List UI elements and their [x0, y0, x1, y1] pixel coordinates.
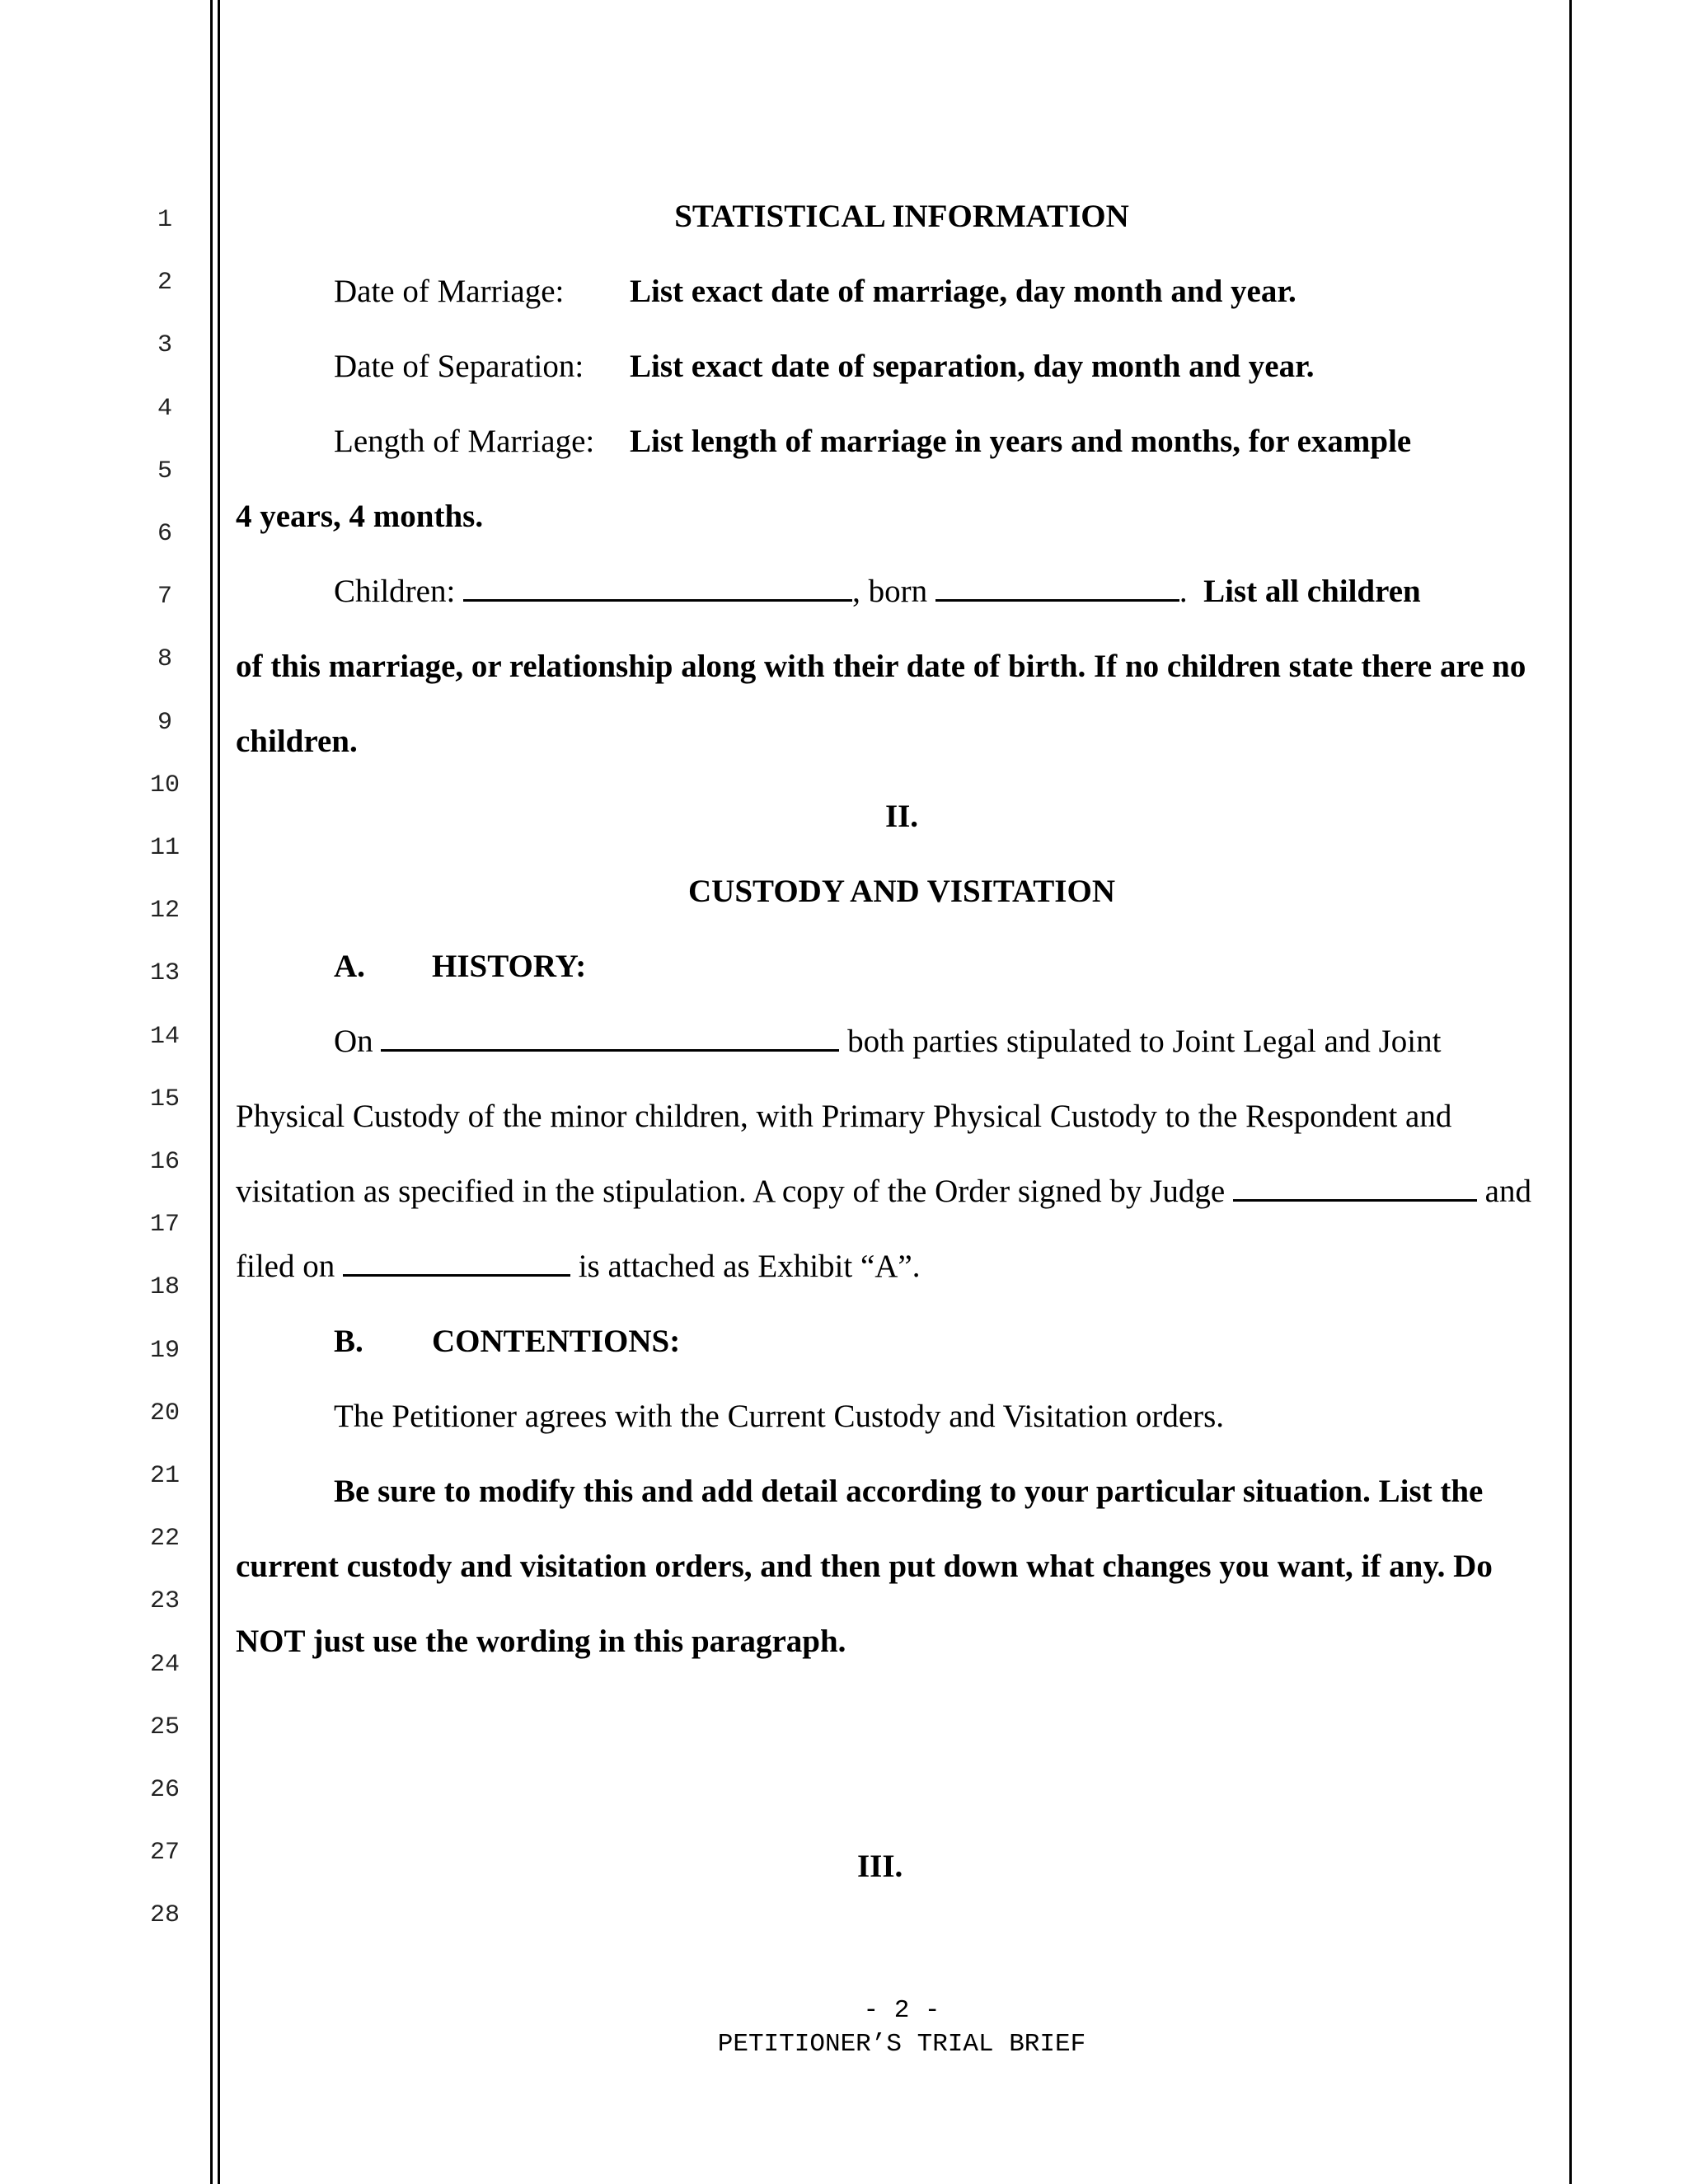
section-iii-number: III.: [857, 1849, 903, 1884]
marriage-date-instruction: List exact date of marriage, day month and year.: [630, 274, 1296, 309]
history-and-text: and: [1484, 1174, 1531, 1209]
line-number: 14: [149, 1022, 180, 1051]
left-margin-rule-inner: [218, 0, 220, 2184]
filed-date-blank[interactable]: [343, 1246, 570, 1277]
line-number: 22: [149, 1525, 180, 1554]
marriage-length-instruction: List length of marriage in years and months, for example: [630, 424, 1412, 459]
stipulation-date-blank[interactable]: [381, 1021, 839, 1052]
separation-date-label: Date of Separation:: [334, 349, 584, 384]
right-margin-rule: [1569, 0, 1572, 2184]
instruction-line-1: Be sure to modify this and add detail according to your particular situation. List the: [334, 1474, 1484, 1509]
subsection-b-title: CONTENTIONS:: [432, 1324, 681, 1359]
children-period: .: [1179, 574, 1188, 609]
history-on-text: On: [334, 1024, 373, 1059]
contentions-text: The Petitioner agrees with the Current Custody and Visitation orders.: [334, 1399, 1225, 1434]
line-number: 7: [157, 583, 172, 612]
line-number: 15: [149, 1085, 180, 1113]
history-filed-on-text: filed on: [236, 1249, 335, 1284]
separation-date-instruction: List exact date of separation, day month and year.: [630, 349, 1315, 384]
section-ii-number: II.: [884, 799, 919, 834]
footer-page-number: - 2 -: [863, 1996, 940, 2025]
line-number: 5: [157, 457, 172, 485]
line-number: 8: [157, 645, 172, 674]
history-line-2: Physical Custody of the minor children, with Primary Physical Custody to the Respondent and: [236, 1099, 1452, 1134]
line-number: 2: [157, 269, 172, 298]
subsection-a-letter: A.: [334, 949, 365, 984]
line-number: 3: [157, 331, 172, 360]
line-number: 28: [149, 1901, 180, 1930]
line-number: 20: [149, 1399, 180, 1427]
line-number: 27: [149, 1839, 180, 1868]
history-line-1: [334, 1021, 1441, 1062]
statistical-information-heading: STATISTICAL INFORMATION: [674, 199, 1129, 234]
subsection-b-letter: B.: [334, 1324, 363, 1359]
children-birthdate-blank[interactable]: [935, 571, 1179, 602]
history-line-3: [236, 1171, 1531, 1212]
line-number: 25: [149, 1713, 180, 1741]
children-name-blank[interactable]: [463, 571, 852, 602]
line-number: 23: [149, 1587, 180, 1616]
marriage-length-label: Length of Marriage:: [334, 424, 595, 459]
line-number: 19: [149, 1336, 180, 1365]
history-line-4: [236, 1246, 921, 1287]
judge-name-blank[interactable]: [1233, 1171, 1477, 1202]
line-number: 24: [149, 1650, 180, 1679]
marriage-date-label: Date of Marriage:: [334, 274, 565, 309]
custody-visitation-heading: CUSTODY AND VISITATION: [688, 874, 1115, 909]
instruction-line-3: NOT just use the wording in this paragraph.: [236, 1624, 846, 1659]
line-number: 10: [149, 771, 180, 799]
line-number: 9: [157, 708, 172, 737]
line-number: 6: [157, 520, 172, 548]
line-number: 4: [157, 394, 172, 423]
history-text-3: visitation as specified in the stipulation. A copy of the Order signed by Judge: [236, 1174, 1226, 1209]
line-number: 12: [149, 897, 180, 926]
instruction-line-2: current custody and visitation orders, and then put down what changes you want, if any. Do: [236, 1549, 1493, 1584]
line-number: 11: [149, 834, 180, 862]
line-number: 13: [149, 959, 180, 988]
children-line: [334, 571, 1421, 612]
children-instruction-cont: of this marriage, or relationship along with their date of birth. If no children state there are no: [236, 649, 1526, 684]
line-number: 21: [149, 1462, 180, 1490]
children-label: Children:: [334, 574, 456, 609]
line-number: 1: [157, 206, 172, 234]
marriage-length-example: 4 years, 4 months.: [236, 499, 484, 534]
history-text-1: both parties stipulated to Joint Legal and Joint: [847, 1024, 1442, 1059]
children-instruction-end: children.: [236, 724, 358, 759]
left-margin-rule-outer: [210, 0, 213, 2184]
subsection-a-title: HISTORY:: [432, 949, 587, 984]
line-number: 26: [149, 1776, 180, 1804]
line-number: 16: [149, 1148, 180, 1176]
line-number: 17: [149, 1211, 180, 1240]
line-number: 18: [149, 1273, 180, 1302]
history-exhibit-text: is attached as Exhibit “A”.: [578, 1249, 921, 1284]
children-born-text: , born: [852, 574, 928, 609]
children-instruction: List all children: [1203, 574, 1421, 609]
footer-document-title: PETITIONER’S TRIAL BRIEF: [717, 2030, 1086, 2059]
